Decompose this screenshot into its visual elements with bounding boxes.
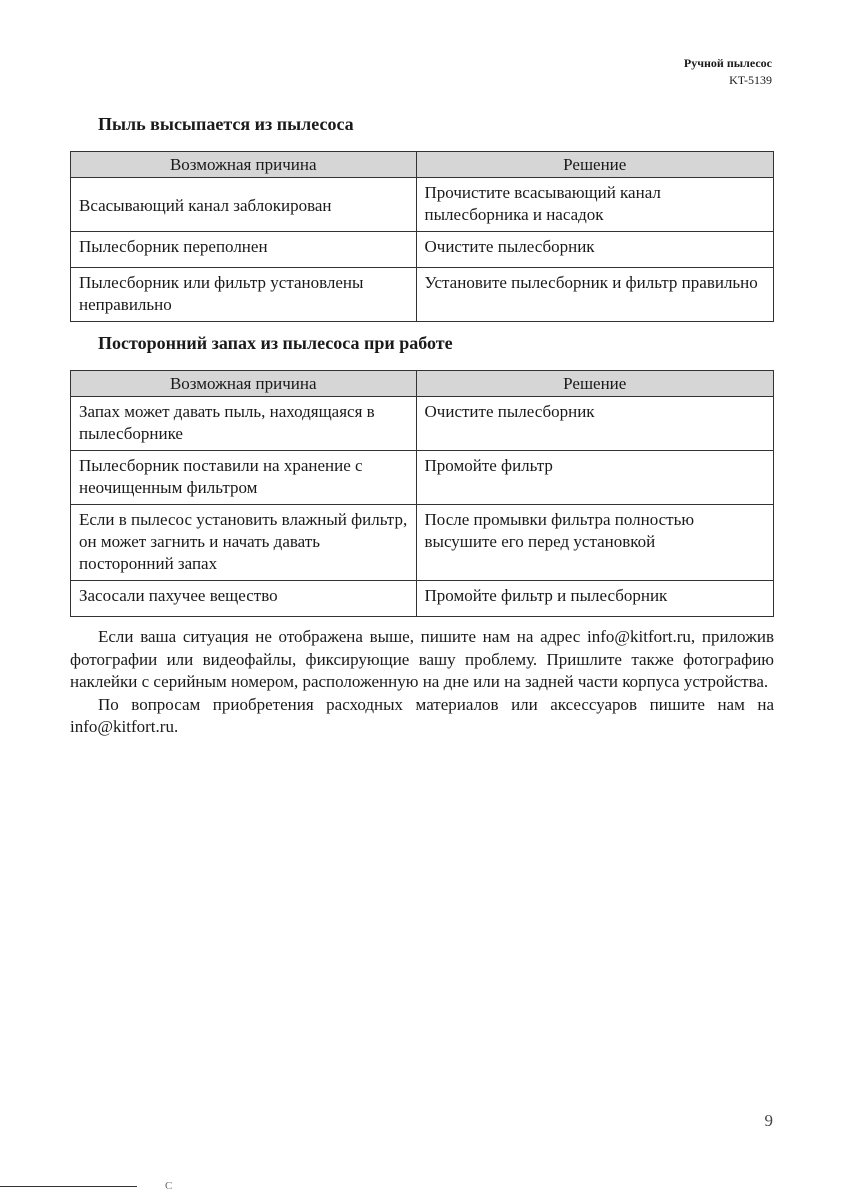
page-header xyxy=(684,55,772,89)
solution-cell: Установите пылесборник и фильтр правильно xyxy=(416,268,774,322)
column-header-solution: Решение xyxy=(416,152,774,178)
column-header-cause: Возможная причина xyxy=(71,152,417,178)
table-row xyxy=(71,581,774,617)
model-number: KT-5139 xyxy=(729,73,772,87)
table-row xyxy=(71,268,774,322)
cause-cell: Всасывающий канал заблокирован xyxy=(71,178,417,232)
cause-cell: Если в пылесос установить влажный фильтр, он может загнить и начать давать посторонний запах xyxy=(71,505,417,581)
column-header-solution: Решение xyxy=(416,371,773,397)
solution-cell: Очистите пылесборник xyxy=(416,232,774,268)
odor-troubleshooting-table xyxy=(70,370,774,617)
table-row xyxy=(71,451,774,505)
section-title-dust: Пыль высыпается из пылесоса xyxy=(98,114,354,134)
contact-notes xyxy=(70,626,774,739)
product-name: Ручной пылесос xyxy=(683,56,772,70)
table-header-row xyxy=(71,152,774,178)
solution-cell: Промойте фильтр и пылесборник xyxy=(416,581,773,617)
footer-divider xyxy=(0,1186,137,1187)
footer-mark: C xyxy=(165,1180,173,1192)
table-row xyxy=(71,397,774,451)
page-number: 9 xyxy=(764,1111,773,1130)
solution-cell: Очистите пылесборник xyxy=(416,397,773,451)
paragraph-accessories: По вопросам приобретения расходных материалов или аксессуаров пишите нам на info@kitfort.ru. xyxy=(70,694,774,736)
column-header-cause: Возможная причина xyxy=(71,371,417,397)
section-title-odor: Посторонний запах из пылесоса при работе xyxy=(98,333,453,353)
table-header-row xyxy=(71,371,774,397)
solution-cell: Прочистите всасывающий канал пылесборника и насадок xyxy=(416,178,774,232)
cause-cell: Пылесборник или фильтр установлены неправильно xyxy=(71,268,417,322)
table-row xyxy=(71,232,774,268)
cause-cell: Пылесборник переполнен xyxy=(71,232,417,268)
dust-troubleshooting-table xyxy=(70,151,774,322)
table-row xyxy=(71,505,774,581)
paragraph-unlisted-issue: Если ваша ситуация не отображена выше, пишите нам на адрес info@kitfort.ru, приложив фотографии или видеофайлы, фиксирующие вашу проблему. Пришлите также фотографию наклейки с серийным номером, расположенную на дне или на задней части корпуса устройства. xyxy=(70,627,774,691)
solution-cell: После промывки фильтра полностью высушите его перед установкой xyxy=(416,505,773,581)
table-row xyxy=(71,178,774,232)
solution-cell: Промойте фильтр xyxy=(416,451,773,505)
cause-cell: Засосали пахучее вещество xyxy=(71,581,417,617)
cause-cell: Запах может давать пыль, находящаяся в пылесборнике xyxy=(71,397,417,451)
cause-cell: Пылесборник поставили на хранение с неочищенным фильтром xyxy=(71,451,417,505)
